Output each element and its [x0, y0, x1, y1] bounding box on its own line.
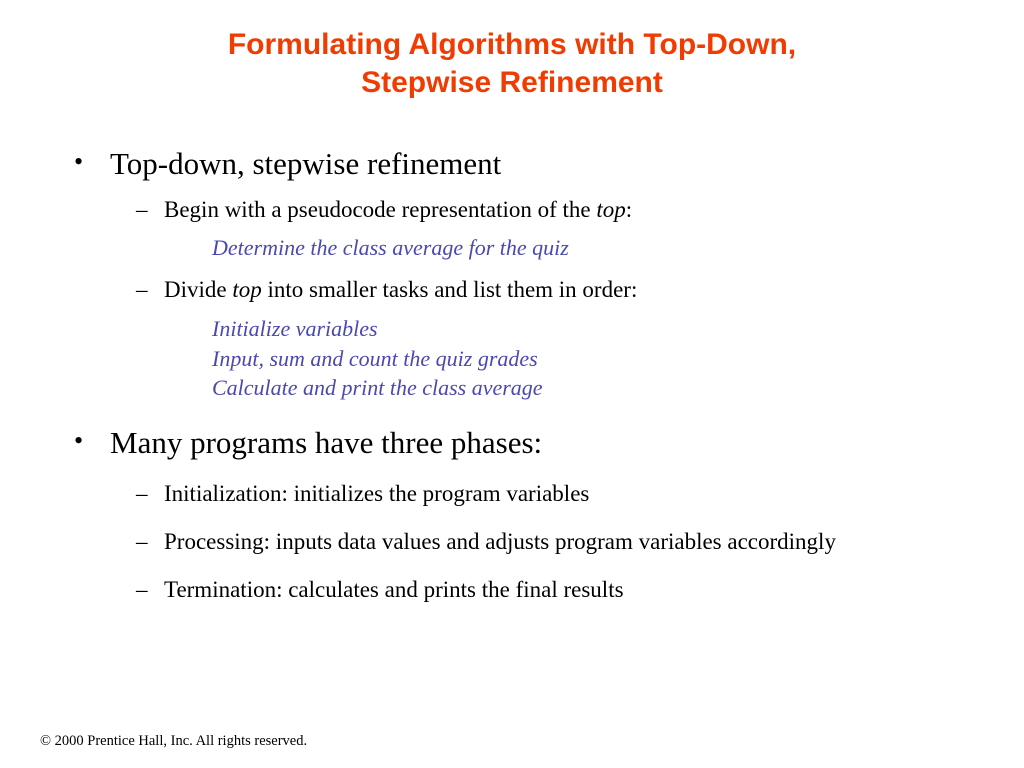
pseudocode-line: Calculate and print the class average: [212, 375, 543, 401]
copyright-footer: © 2000 Prentice Hall, Inc. All rights reserved.: [40, 733, 308, 749]
sub-bullet-item-termination: [74, 575, 974, 605]
sub-bullet-text-after: into smaller tasks and list them in order:: [261, 277, 638, 303]
sub-bullet-item-pseudocode: [74, 195, 974, 225]
sub-bullet-emphasis: top: [232, 277, 262, 303]
pseudocode-line: Initialize variables: [212, 315, 378, 341]
sub-bullet-label: Processing: inputs data values and adjusts program variables accordingly: [164, 529, 836, 555]
sub-bullet-item-processing: [74, 527, 974, 557]
dash-glyph-icon: –: [136, 529, 148, 555]
page-title-line-1: Formulating Algorithms with Top-Down,: [227, 28, 797, 61]
page-title: [60, 26, 964, 103]
bullet-label: Top-down, stepwise refinement: [110, 146, 502, 181]
sub-bullet-label: Initialization: initializes the program variables: [164, 481, 590, 507]
sub-bullet-item-divide: [74, 275, 974, 305]
bullet-glyph-icon: •: [74, 147, 84, 176]
bullet-label: Many programs have three phases:: [110, 424, 543, 460]
bullet-item-top-down: [74, 146, 974, 183]
sub-bullet-text-before: Begin with a pseudocode representation of the: [164, 196, 597, 222]
dash-glyph-icon: –: [136, 481, 148, 507]
pseudocode-line: Input, sum and count the quiz grades: [212, 345, 538, 371]
sub-bullet-text-before: Divide: [164, 277, 233, 303]
page-title-line-2: Stepwise Refinement: [361, 66, 663, 100]
dash-glyph-icon: –: [136, 577, 148, 603]
sub-bullet-label: Termination: calculates and prints the final results: [164, 577, 624, 603]
bullet-glyph-icon: •: [74, 425, 84, 455]
bullet-item-three-phases: [74, 425, 974, 462]
pseudocode-line: Determine the class average for the quiz: [212, 235, 569, 261]
slide-body: [74, 140, 974, 605]
sub-bullet-label: [164, 195, 974, 225]
pseudocode-block-1: [74, 234, 974, 263]
dash-glyph-icon: –: [136, 196, 148, 222]
sub-bullet-label: [164, 275, 974, 305]
sub-bullet-text-after: :: [625, 196, 633, 222]
pseudocode-block-2: [74, 315, 974, 403]
sub-bullet-emphasis: top: [596, 196, 626, 222]
dash-glyph-icon: –: [136, 277, 148, 303]
sub-bullet-item-initialization: [74, 479, 974, 509]
